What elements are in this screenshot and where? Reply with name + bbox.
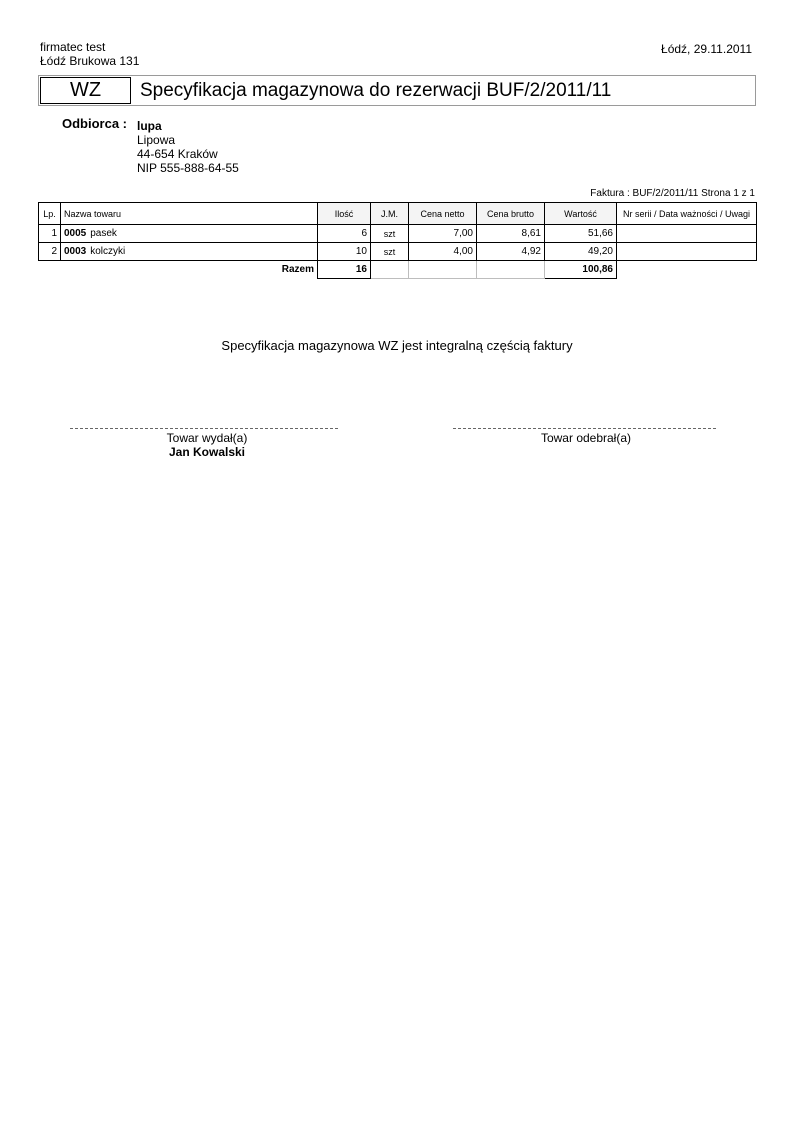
items-table (38, 202, 757, 279)
header-net-price: Cena netto (409, 203, 477, 225)
row-qty: 6 (318, 225, 371, 243)
totals-empty-gross (477, 261, 545, 279)
row-name: kolczyki (90, 246, 126, 257)
place-date: Łódź, 29.11.2011 (661, 42, 752, 56)
received-by-label: Towar odebrał(a) (540, 431, 632, 445)
totals-row (39, 261, 757, 279)
header-gross-price: Cena brutto (477, 203, 545, 225)
invoice-page-info: Faktura : BUF/2/2011/11 Strona 1 z 1 (590, 188, 755, 199)
row-product (61, 243, 318, 261)
row-lp: 2 (39, 243, 61, 261)
receiver-name: lupa (137, 119, 162, 133)
table-header-row (39, 203, 757, 225)
receiver-nip: NIP 555-888-64-55 (137, 161, 239, 175)
seller-address: Łódź Brukowa 131 (40, 54, 140, 68)
header-value: Wartość (545, 203, 617, 225)
issued-by-label: Towar wydał(a) (166, 431, 248, 445)
receiver-city: 44-654 Kraków (137, 147, 218, 161)
totals-value: 100,86 (545, 261, 617, 279)
row-value: 49,20 (545, 243, 617, 261)
table-row (39, 243, 757, 261)
row-gross-price: 4,92 (477, 243, 545, 261)
document-code: WZ (40, 77, 131, 104)
seller-name: firmatec test (40, 40, 106, 54)
row-code: 0003 (64, 246, 87, 257)
row-net-price: 4,00 (409, 243, 477, 261)
row-name: pasek (90, 228, 117, 239)
totals-qty: 16 (318, 261, 371, 279)
issued-signature-line (70, 428, 338, 429)
receiver-label: Odbiorca : (62, 116, 128, 131)
header-lp: Lp. (39, 203, 61, 225)
header-unit: J.M. (371, 203, 409, 225)
totals-empty-lp (39, 261, 61, 279)
row-qty: 10 (318, 243, 371, 261)
row-unit: szt (371, 243, 409, 261)
totals-label: Razem (281, 264, 314, 276)
row-code: 0005 (64, 228, 87, 239)
received-signature-line (453, 428, 716, 429)
issued-by-name: Jan Kowalski (168, 445, 246, 459)
header-name: Nazwa towaru (61, 203, 318, 225)
header-qty: Ilość (318, 203, 371, 225)
table-row (39, 225, 757, 243)
integral-part-note: Specyfikacja magazynowa WZ jest integralną częścią faktury (221, 338, 573, 353)
totals-empty-notes (617, 261, 757, 279)
row-net-price: 7,00 (409, 225, 477, 243)
row-serial-notes (617, 243, 757, 261)
header-serial-notes: Nr serii / Data ważności / Uwagi (617, 203, 757, 225)
row-unit: szt (371, 225, 409, 243)
totals-empty-unit (371, 261, 409, 279)
receiver-street: Lipowa (137, 133, 176, 147)
row-serial-notes (617, 225, 757, 243)
row-product (61, 225, 318, 243)
row-gross-price: 8,61 (477, 225, 545, 243)
totals-empty-net (409, 261, 477, 279)
row-value: 51,66 (545, 225, 617, 243)
row-lp: 1 (39, 225, 61, 243)
document-title: Specyfikacja magazynowa do rezerwacji BUF/2/2011/11 (140, 80, 612, 101)
